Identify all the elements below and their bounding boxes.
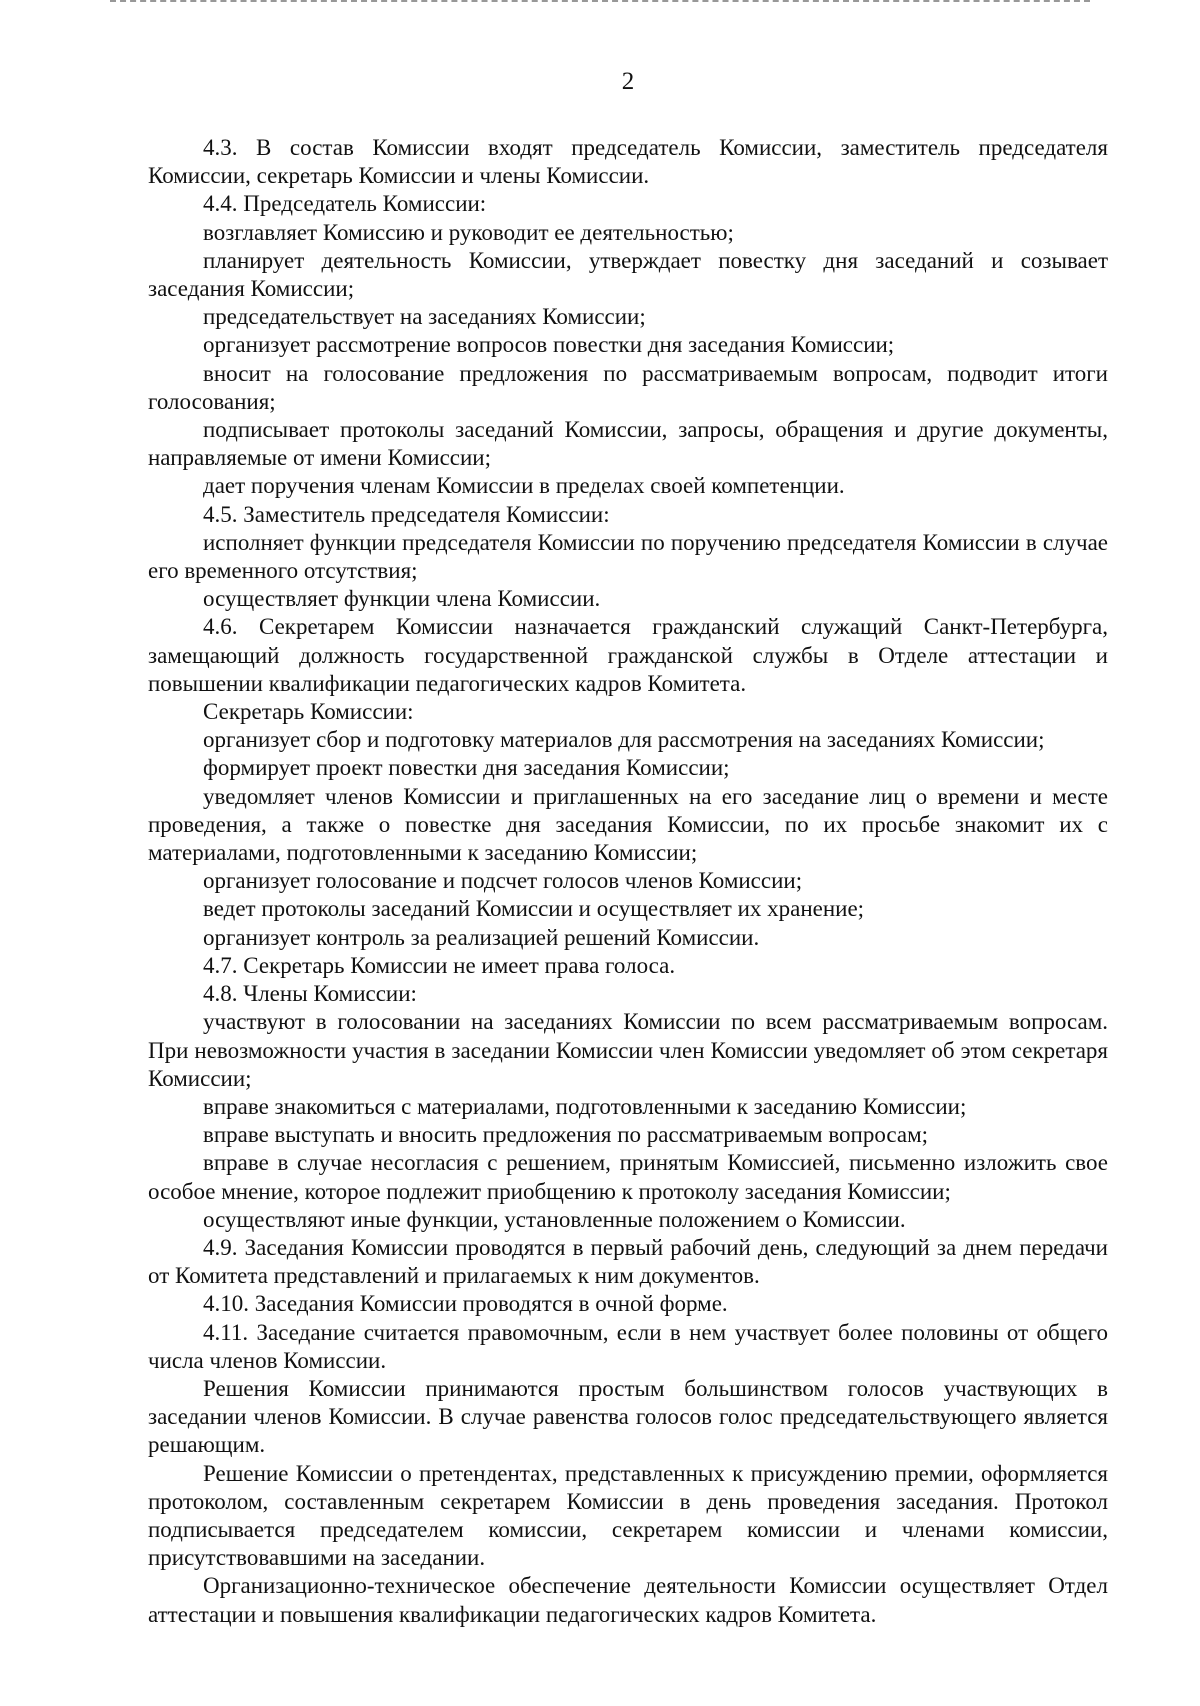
list-item: организует контроль за реализацией решений Комиссии. bbox=[203, 924, 760, 950]
document-page bbox=[148, 68, 1108, 1629]
paragraph-4-10: 4.10. Заседания Комиссии проводятся в очной форме. bbox=[203, 1291, 728, 1317]
paragraph-4-5: 4.5. Заместитель председателя Комиссии: bbox=[203, 501, 610, 527]
list-item: участвуют в голосовании на заседаниях Комиссии по всем рассматриваемым вопросам. При невозможности участия в заседании Комиссии член Комиссии уведомляет об этом секретаря Комиссии; bbox=[148, 1009, 1108, 1091]
paragraph-decisions: Решения Комиссии принимаются простым большинством голосов участвующих в заседании членов Комиссии. В случае равенства голосов голос председательствующего является решающим. bbox=[148, 1375, 1108, 1458]
document-body bbox=[148, 134, 1108, 1629]
list-item: вправе выступать и вносить предложения по рассматриваемым вопросам; bbox=[203, 1122, 929, 1148]
list-item: председательствует на заседаниях Комиссии; bbox=[203, 304, 646, 330]
paragraph-4-9: 4.9. Заседания Комиссии проводятся в первый рабочий день, следующий за днем передачи от Комитета представлений и прилагаемых к ним документов. bbox=[148, 1234, 1108, 1289]
list-item: подписывает протоколы заседаний Комиссии, запросы, обращения и другие документы, направляемые от имени Комиссии; bbox=[148, 417, 1108, 471]
list-item: планирует деятельность Комиссии, утверждает повестку дня заседаний и созывает заседания Комиссии; bbox=[148, 247, 1108, 302]
list-item: формирует проект повестки дня заседания Комиссии; bbox=[203, 755, 730, 781]
list-item: вносит на голосование предложения по рассматриваемым вопросам, подводит итоги голосования; bbox=[148, 360, 1108, 414]
list-item: осуществляют иные функции, установленные положением о Комиссии. bbox=[203, 1206, 906, 1232]
list-item: вправе знакомиться с материалами, подготовленными к заседанию Комиссии; bbox=[203, 1093, 967, 1119]
list-item: дает поручения членам Комиссии в пределах своей компетенции. bbox=[203, 473, 845, 499]
list-item: вправе в случае несогласия с решением, принятым Комиссией, письменно изложить свое особое мнение, которое подлежит приобщению к протоколу заседания Комиссии; bbox=[148, 1150, 1108, 1204]
paragraph-4-8: 4.8. Члены Комиссии: bbox=[203, 981, 417, 1007]
paragraph-4-11: 4.11. Заседание считается правомочным, если в нем участвует более половины от общего числа членов Комиссии. bbox=[148, 1319, 1108, 1373]
list-item: возглавляет Комиссию и руководит ее деятельностью; bbox=[203, 219, 734, 245]
paragraph-4-6: 4.6. Секретарем Комиссии назначается гражданский служащий Санкт-Петербурга, замещающий должность государственной гражданской службы в Отделе аттестации и повышении квалификации педагогических кадров Комитета. bbox=[148, 614, 1108, 696]
scan-top-edge bbox=[110, 0, 1090, 4]
paragraph-4-4: 4.4. Председатель Комиссии: bbox=[203, 191, 487, 217]
paragraph-4-7: 4.7. Секретарь Комиссии не имеет права голоса. bbox=[203, 952, 676, 978]
list-item: организует сбор и подготовку материалов для рассмотрения на заседаниях Комиссии; bbox=[203, 727, 1045, 753]
list-item: ведет протоколы заседаний Комиссии и осуществляет их хранение; bbox=[203, 896, 865, 922]
list-item: исполняет функции председателя Комиссии по поручению председателя Комиссии в случае его временного отсутствия; bbox=[148, 529, 1108, 584]
paragraph-support: Организационно-техническое обеспечение деятельности Комиссии осуществляет Отдел аттестации и повышения квалификации педагогических кадров Комитета. bbox=[148, 1573, 1108, 1627]
paragraph-protocol: Решение Комиссии о претендентах, представленных к присуждению премии, оформляется протоколом, составленным секретарем Комиссии в день проведения заседания. Протокол подписывается председателем комиссии, секретарем комиссии и членами комиссии, присутствовавшими на заседании. bbox=[148, 1460, 1108, 1571]
list-item: уведомляет членов Комиссии и приглашенных на его заседание лиц о времени и месте проведения, а также о повестке дня заседания Комиссии, по их просьбе знакомит их с материалами, подготовленными к заседанию Комиссии; bbox=[148, 783, 1108, 866]
paragraph-4-3: 4.3. В состав Комиссии входят председатель Комиссии, заместитель председателя Комиссии, секретарь Комиссии и члены Комиссии. bbox=[148, 135, 1108, 189]
list-item: организует голосование и подсчет голосов членов Комиссии; bbox=[203, 868, 803, 894]
paragraph-secretary-heading: Секретарь Комиссии: bbox=[203, 699, 414, 725]
page-number: 2 bbox=[621, 68, 635, 95]
list-item: осуществляет функции члена Комиссии. bbox=[203, 586, 601, 612]
list-item: организует рассмотрение вопросов повестки дня заседания Комиссии; bbox=[203, 332, 895, 358]
